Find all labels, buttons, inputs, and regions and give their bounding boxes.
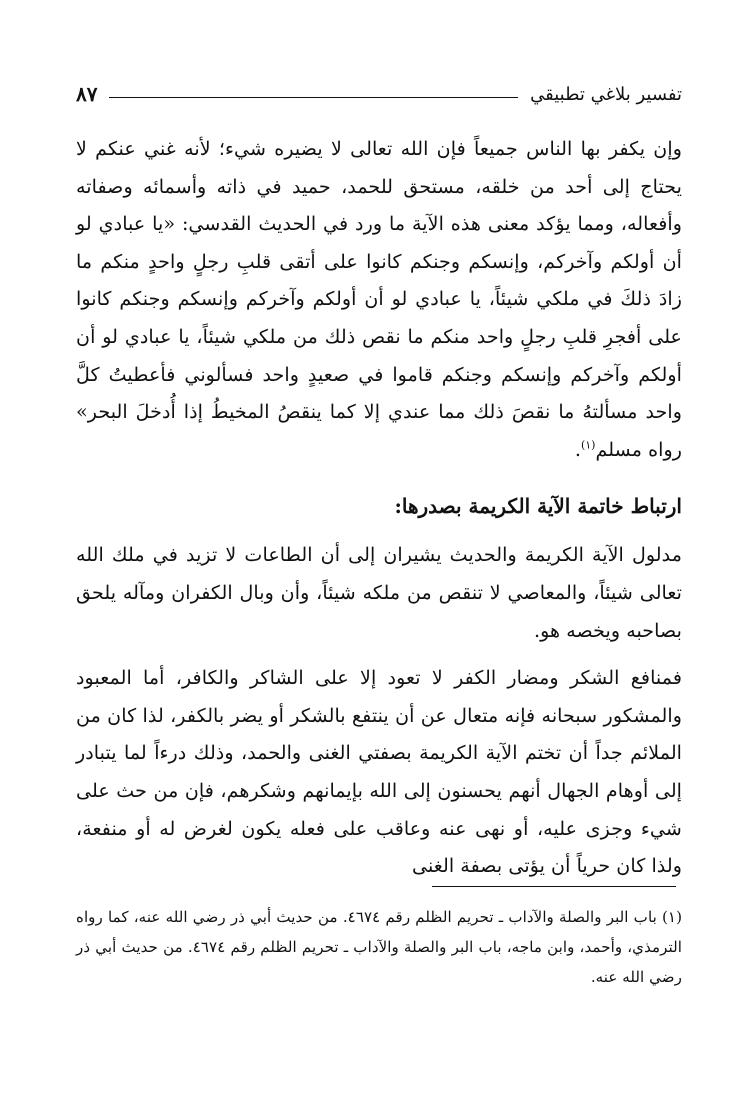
page-content: [76, 70, 682, 885]
page-number: ٨٧: [76, 82, 98, 106]
running-header: [76, 70, 682, 118]
paragraph-1-text: وإن يكفر بها الناس جميعاً فإن الله تعالى لا يضيره شيء؛ لأنه غني عنكم لا يحتاج إلى أحد من خلقه، مستحق للحمد، حميد في ذاته وأسمائه وصفاته وأفعاله، ومما يؤكد معنى هذه الآية ما ورد في الحديث القدسي: «يا عبادي لو أن أولكم وآخركم، وإنسكم وجنكم كانوا على أتقى قلبِ رجلٍ واحدٍ منكم ما زادَ ذلكَ في ملكي شيئاً، يا عبادي لو أن أولكم وآخركم وإنسكم وجنكم كانوا على أفجرِ قلبِ رجلٍ واحد منكم ما نقص ذلك من ملكي شيئاً، يا عبادي لو أن أولكم وآخركم وإنسكم وجنكم قاموا في صعيدٍ واحد فسألوني فأعطيتُ كلَّ واحد مسألتهُ ما نقصَ ذلك مما عندي إلا كما ينقصُ المخيطُ إذا أُدخلَ البحر» رواه مسلم: [76, 137, 682, 461]
paragraph-3: فمنافع الشكر ومضار الكفر لا تعود إلا على الشاكر والكافر، أما المعبود والمشكور سبحانه فإنه متعال عن أن ينتفع بالشكر أو يضر بالكفر، لذا كان من الملائم جداً أن تختم الآية الكريمة بصفتي الغنى والحمد، وذلك درءاً لما يتبادر إلى أوهام الجهال أنهم يحسنون إلى الله بإيمانهم وشكرهم، فإن من حث على شيء وجزى عليه، أو نهى عنه وعاقب على فعله يكون لغرض له أو منفعة، ولذا كان حرياً أن يؤتى بصفة الغنى: [76, 666, 682, 878]
footnote-reference[interactable]: (١): [580, 438, 596, 452]
footnote: (١) باب البر والصلة والآداب ـ تحريم الظلم رقم ٤٦٧٤. من حديث أبي ذر رضي الله عنه، كما رواه الترمذي، وأحمد، وابن ماجه، باب البر والصلة والآداب ـ تحريم الظلم رقم ٤٦٧٤. من حديث أبي ذر رضي الله عنه.: [76, 908, 682, 986]
header-rule: [109, 97, 518, 98]
paragraph-1: وإن يكفر بها الناس جميعاً فإن الله تعالى لا يضيره شيء؛ لأنه غني عنكم لا يحتاج إلى أحد من خلقه، مستحق للحمد، حميد في ذاته وأسمائه وصفاته وأفعاله، ومما يؤكد معنى هذه الآية ما ورد في الحديث القدسي: «يا عبادي لو أن أولكم وآخركم، وإنسكم وجنكم كانوا على أتقى قلبِ رجلٍ واحدٍ منكم ما زادَ ذلكَ في ملكي شيئاً، يا عبادي لو أن أولكم وآخركم وإنسكم وجنكم كانوا على أفجرِ قلبِ رجلٍ واحد منكم ما نقص ذلك من ملكي شيئاً، يا عبادي لو أن أولكم وآخركم وإنسكم وجنكم قاموا في صعيدٍ واحد فسألوني فأعطيتُ كلَّ واحد مسألتهُ ما نقصَ ذلك مما عندي إلا كما ينقصُ المخيطُ إذا أُدخلَ البحر» رواه مسلم$^{(١)}$.: [76, 137, 682, 461]
book-title: تفسير بلاغي تطبيقي: [530, 83, 682, 105]
section-heading: ارتباط خاتمة الآية الكريمة بصدرها:: [394, 494, 682, 519]
paragraph-2: مدلول الآية الكريمة والحديث يشيران إلى أن الطاعات لا تزيد في ملك الله تعالى شيئاً، والمعاصي لا تنقص من ملكه شيئاً، وأن وبال الكفران ومآله يلحق بصاحبه ويخصه هو.: [76, 543, 682, 642]
footnote-separator: [432, 886, 676, 887]
